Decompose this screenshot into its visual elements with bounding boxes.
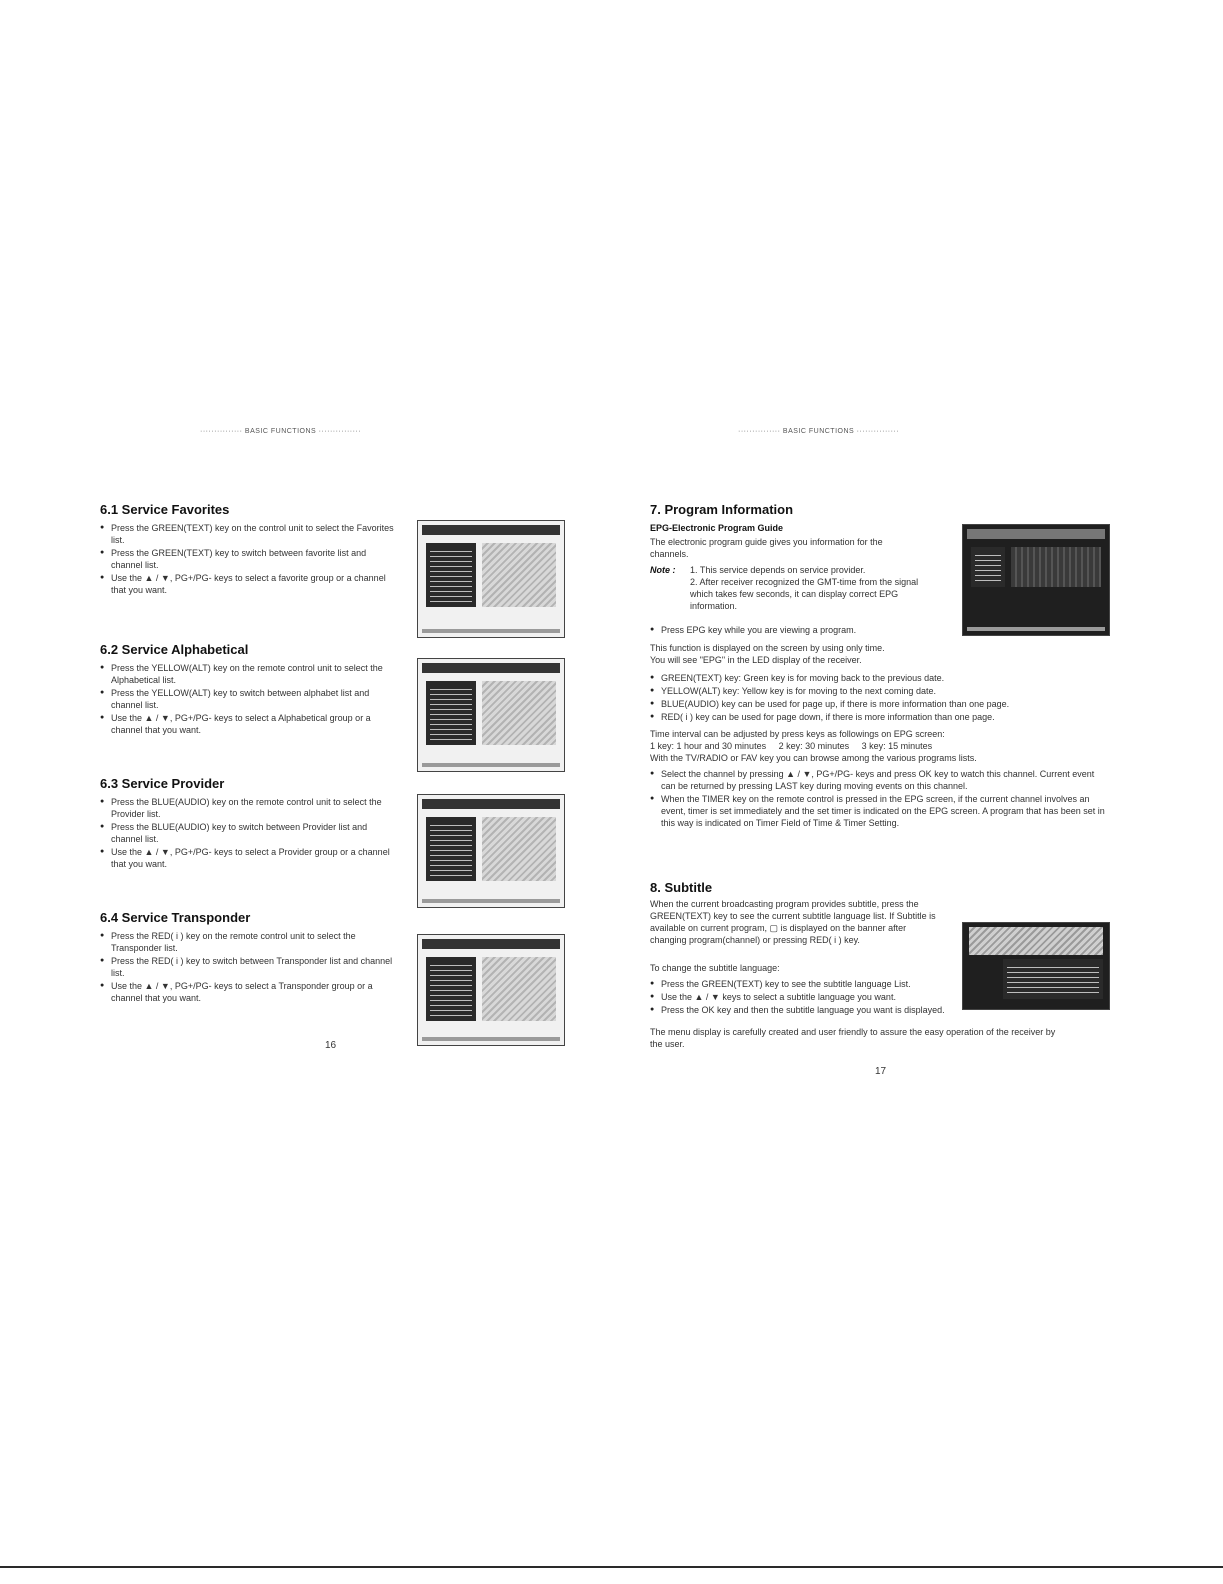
interval-values: 1 key: 1 hour and 30 minutes 2 key: 30 minutes 3 key: 15 minutes <box>650 741 933 751</box>
subtitle-change-text: To change the subtitle language: <box>650 963 780 973</box>
subtitle-intro: When the current broadcasting program provides subtitle, press the GREEN(TEXT) key to see the current subtitle language list. If Subtitle is available on current program, ▢ is displayed on the banner after changing program(channel) or pressing RED( i ) key. <box>650 899 936 945</box>
epg-bullet <box>650 624 950 637</box>
list-item: ● Press the OK key and then the subtitle language you want is displayed. <box>650 1004 1110 1016</box>
list-item: ● Select the channel by pressing ▲ / ▼, PG+/PG- keys and press OK key to watch this channel. Current event can be returned by pressing LAST key during moving events on this channel. <box>650 768 1110 792</box>
left-page-number: 16 <box>325 1040 337 1051</box>
note-label: Note : <box>650 565 676 575</box>
epg-para-1: This function is displayed on the screen by using only time. <box>650 643 885 653</box>
section-title-subtitle: 8. Subtitle <box>650 880 713 895</box>
epg-intro: The electronic program guide gives you information for the channels. <box>650 537 883 559</box>
transponder-bullets <box>100 930 400 1005</box>
section-title-transponder: 6.4 Service Transponder <box>100 910 251 925</box>
alphabetical-screenshot <box>417 658 565 772</box>
subtitle-steps <box>650 978 1110 1017</box>
note-item-2: 2. After receiver recognized the GMT-time from the signal which takes few seconds, it can display correct EPG information. <box>690 577 919 611</box>
list-item: ● Use the ▲ / ▼, PG+/PG- keys to select a Provider group or a channel that you want. <box>100 846 400 870</box>
right-page-number: 17 <box>875 1066 887 1077</box>
epg-para-2: You will see "EPG" in the LED display of the receiver. <box>650 655 862 665</box>
browse-text: With the TV/RADIO or FAV key you can browse among the various programs lists. <box>650 753 977 763</box>
alphabetical-bullets <box>100 662 400 737</box>
left-page-header: ··············· BASIC FUNCTIONS ··············· <box>200 428 362 435</box>
list-item: ● Press the GREEN(TEXT) key on the control unit to select the Favorites list. <box>100 522 400 546</box>
list-item: ● RED( i ) key can be used for page down, if there is more information than one page. <box>650 711 1110 723</box>
list-item: ● GREEN(TEXT) key: Green key is for moving back to the previous date. <box>650 672 1110 684</box>
list-item: ● When the TIMER key on the remote control is pressed in the EPG screen, if the current channel involves an event, timer is set immediately and the set timer is indicated on the EPG screen. A program that has been set in this way is indicated on Timer Field of Time & Timer Setting. <box>650 793 1110 829</box>
list-item: ● Use the ▲ / ▼, PG+/PG- keys to select a Alphabetical group or a channel that you want. <box>100 712 400 736</box>
list-item: ● Press the RED( i ) key to switch between Transponder list and channel list. <box>100 955 400 979</box>
right-page-header: ··············· BASIC FUNCTIONS ··············· <box>738 428 900 435</box>
list-item: ● Press the GREEN(TEXT) key to switch between favorite list and channel list. <box>100 547 400 571</box>
note-item-1: 1. This service depends on service provider. <box>690 565 866 575</box>
transponder-screenshot <box>417 934 565 1046</box>
section-title-program-info: 7. Program Information <box>650 502 794 517</box>
epg-keys-list <box>650 672 1110 724</box>
list-item: ● Press the RED( i ) key on the remote control unit to select the Transponder list. <box>100 930 400 954</box>
epg-actions-list <box>650 768 1110 830</box>
epg-subtitle: EPG-Electronic Program Guide <box>650 523 784 533</box>
list-item: ● Press the BLUE(AUDIO) key on the remote control unit to select the Provider list. <box>100 796 400 820</box>
favorites-screenshot <box>417 520 565 638</box>
right-page <box>650 428 1120 1168</box>
list-item: ● Use the ▲ / ▼ keys to select a subtitle language you want. <box>650 991 1110 1003</box>
epg-screenshot <box>962 524 1110 636</box>
subtitle-closing: The menu display is carefully created and user friendly to assure the easy operation of the receiver by the user. <box>650 1027 1056 1049</box>
favorites-bullets <box>100 522 400 597</box>
list-item: ● Press the GREEN(TEXT) key to see the subtitle language List. <box>650 978 1110 990</box>
section-title-favorites: 6.1 Service Favorites <box>100 502 230 517</box>
list-item: ● Use the ▲ / ▼, PG+/PG- keys to select a Transponder group or a channel that you want. <box>100 980 400 1004</box>
list-item: ● YELLOW(ALT) key: Yellow key is for moving to the next coming date. <box>650 685 1110 697</box>
list-item: ● BLUE(AUDIO) key can be used for page up, if there is more information than one page. <box>650 698 1110 710</box>
provider-screenshot <box>417 794 565 908</box>
section-title-provider: 6.3 Service Provider <box>100 776 225 791</box>
section-title-alphabetical: 6.2 Service Alphabetical <box>100 642 249 657</box>
list-item: ● Press the YELLOW(ALT) key to switch between alphabet list and channel list. <box>100 687 400 711</box>
provider-bullets <box>100 796 400 871</box>
list-item: ● Press the BLUE(AUDIO) key to switch between Provider list and channel list. <box>100 821 400 845</box>
list-item: ● Press the YELLOW(ALT) key on the remote control unit to select the Alphabetical list. <box>100 662 400 686</box>
interval-text: Time interval can be adjusted by press keys as followings on EPG screen: <box>650 729 945 739</box>
list-item: ● Use the ▲ / ▼, PG+/PG- keys to select a favorite group or a channel that you want. <box>100 572 400 596</box>
left-page <box>100 428 570 1168</box>
list-item: ● Press EPG key while you are viewing a program. <box>650 624 950 636</box>
bottom-scan-rule <box>0 1566 1223 1568</box>
